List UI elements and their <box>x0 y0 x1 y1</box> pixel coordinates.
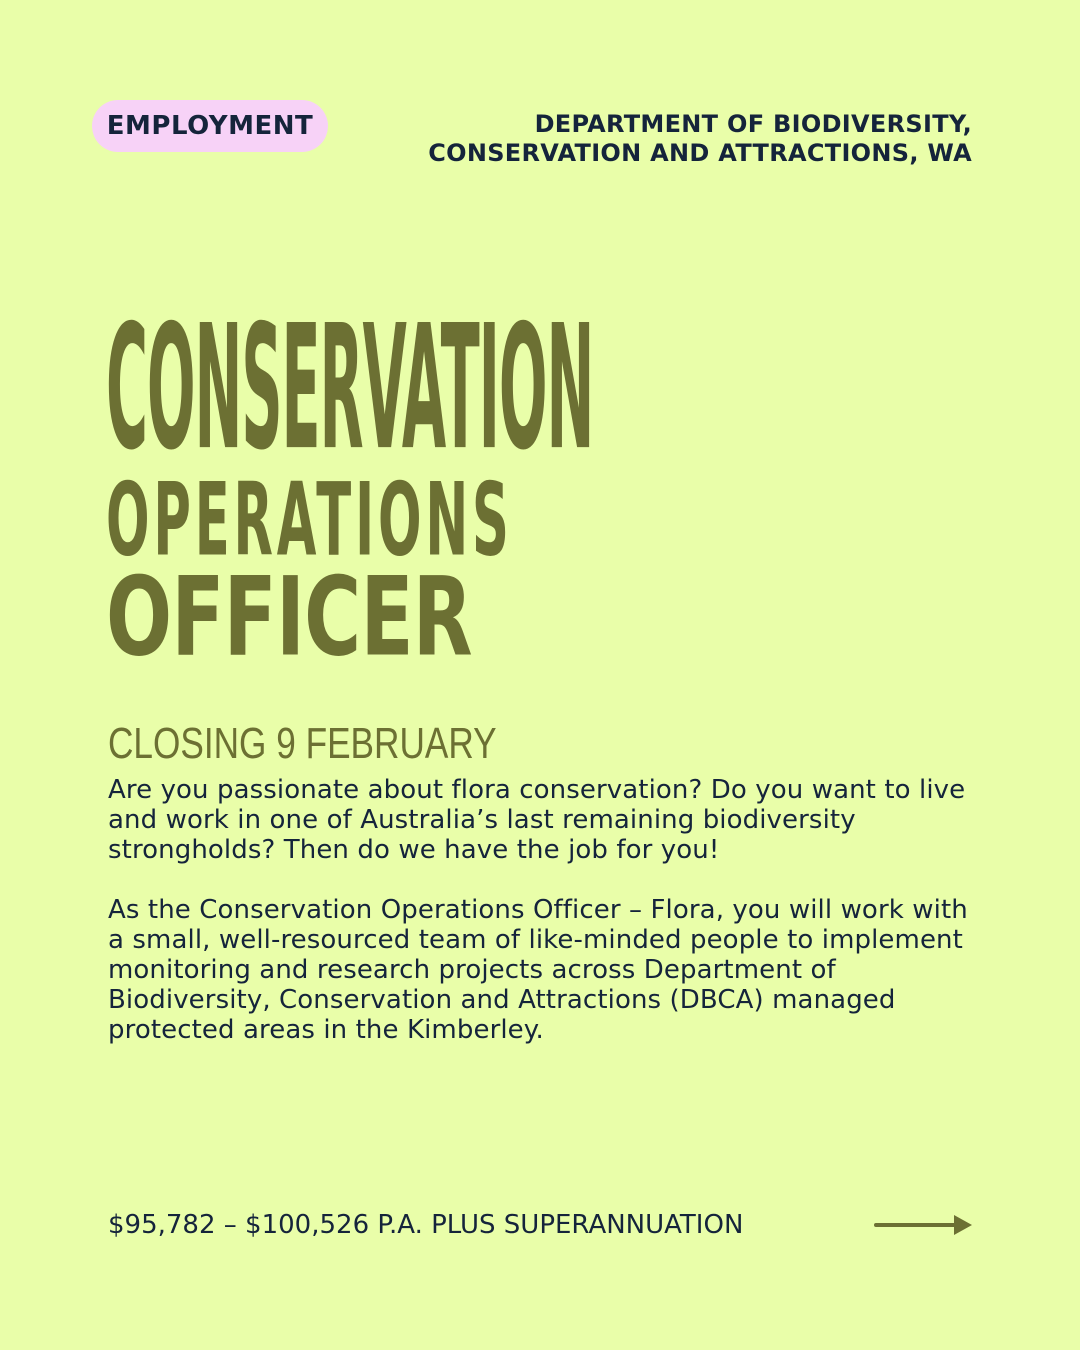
category-badge: EMPLOYMENT <box>92 100 328 152</box>
intro-paragraph: Are you passionate about flora conservation? Do you want to live and work in one of Australia’s last remaining biodiversity strongholds? Then do we have the job for you! <box>108 775 966 865</box>
organization-line-1: DEPARTMENT OF BIODIVERSITY, <box>534 110 972 138</box>
job-title-line-1: CONSERVATION <box>106 287 594 488</box>
job-title-line-3: OFFICER <box>106 553 472 681</box>
closing-date: CLOSING 9 FEBRUARY <box>108 719 497 768</box>
description-paragraph: As the Conservation Operations Officer – Flora, you will work with a small, well-resourced team of like-minded people to implement monitoring and research projects across Department of Biodiversity, Conservation and Attractions (DBCA) managed protected areas in the Kimberley. <box>108 895 968 1045</box>
arrow-right-icon[interactable] <box>874 1212 974 1238</box>
salary-text: $95,782 – $100,526 P.A. PLUS SUPERANNUATION <box>108 1210 744 1240</box>
organization-line-2: CONSERVATION AND ATTRACTIONS, WA <box>428 139 972 167</box>
organization-name <box>352 110 972 168</box>
job-title-line-2: OPERATIONS <box>106 461 513 579</box>
